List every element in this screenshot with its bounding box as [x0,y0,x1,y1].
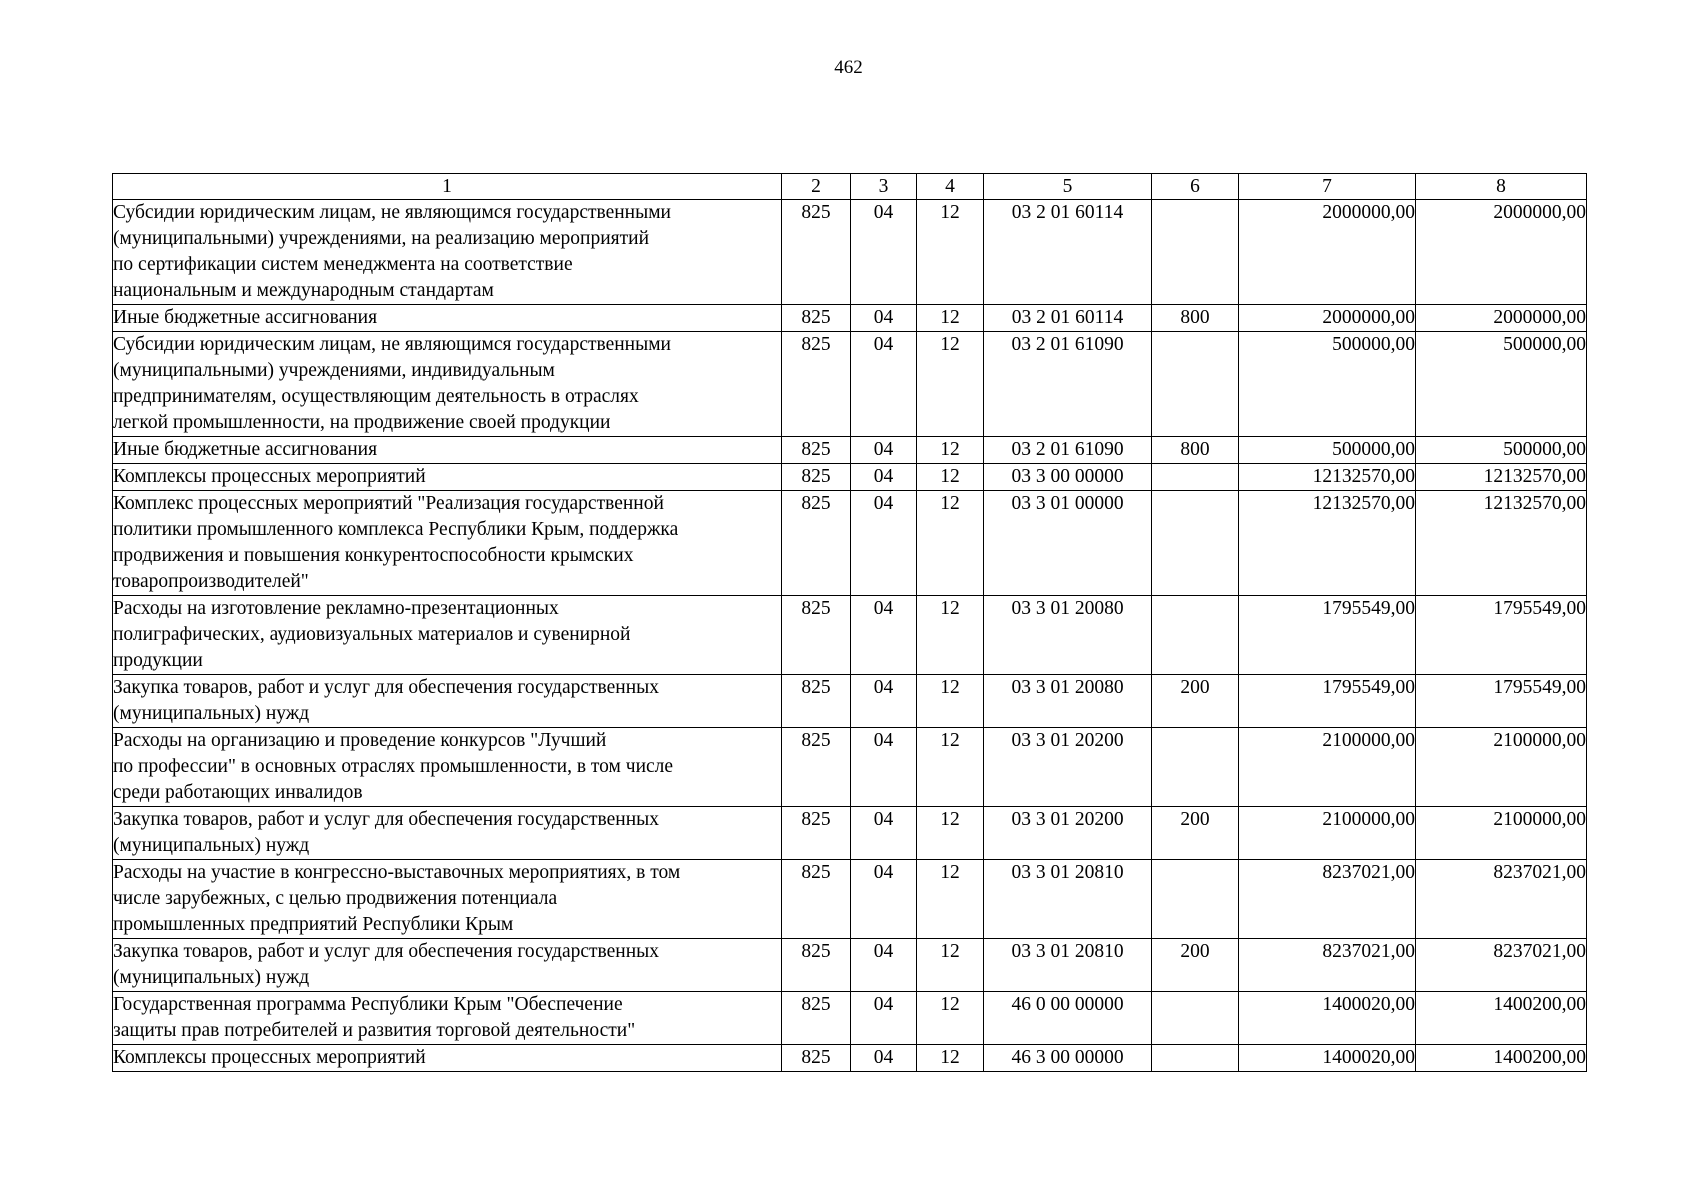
row-subsection-code: 12 [917,305,984,332]
row-grbs-code: 825 [782,728,851,807]
row-target-code: 03 3 01 20080 [984,596,1152,675]
row-amount-col-7: 1795549,00 [1239,596,1416,675]
row-target-code: 03 2 01 61090 [984,332,1152,437]
row-expense-type-code [1152,596,1239,675]
row-name: Государственная программа Республики Крым "Обеспечение защиты прав потребителей и развития торговой деятельности" [113,992,782,1045]
header-row [113,174,1587,200]
row-grbs-code: 825 [782,464,851,491]
row-name: Закупка товаров, работ и услуг для обеспечения государственных (муниципальных) нужд [113,939,782,992]
table-row [113,939,1587,992]
row-expense-type-code [1152,860,1239,939]
row-name: Комплексы процессных мероприятий [113,1045,782,1072]
header-col-7: 7 [1239,174,1416,200]
header-col-8: 8 [1416,174,1587,200]
row-target-code: 03 3 01 20200 [984,728,1152,807]
row-amount-col-8: 2100000,00 [1416,807,1587,860]
row-section-code: 04 [851,491,917,596]
row-name: Иные бюджетные ассигнования [113,437,782,464]
row-section-code: 04 [851,728,917,807]
row-amount-col-7: 2100000,00 [1239,728,1416,807]
table-row [113,305,1587,332]
row-expense-type-code: 200 [1152,939,1239,992]
row-grbs-code: 825 [782,305,851,332]
row-amount-col-8: 500000,00 [1416,437,1587,464]
row-expense-type-code: 200 [1152,807,1239,860]
row-amount-col-7: 2100000,00 [1239,807,1416,860]
table-row [113,1045,1587,1072]
row-grbs-code: 825 [782,860,851,939]
row-amount-col-8: 12132570,00 [1416,464,1587,491]
row-amount-col-7: 8237021,00 [1239,939,1416,992]
row-grbs-code: 825 [782,807,851,860]
row-section-code: 04 [851,464,917,491]
row-grbs-code: 825 [782,992,851,1045]
row-section-code: 04 [851,675,917,728]
row-target-code: 46 3 00 00000 [984,1045,1152,1072]
row-section-code: 04 [851,305,917,332]
row-amount-col-7: 1400020,00 [1239,992,1416,1045]
table-row [113,200,1587,305]
row-amount-col-7: 1795549,00 [1239,675,1416,728]
row-amount-col-7: 500000,00 [1239,332,1416,437]
table-row [113,860,1587,939]
row-grbs-code: 825 [782,200,851,305]
row-name: Комплекс процессных мероприятий "Реализация государственной политики промышленного комплекса Республики Крым, поддержка продвижения и повышения конкурентоспособности крымских товаропроизводителей" [113,491,782,596]
row-section-code: 04 [851,437,917,464]
table-row [113,491,1587,596]
row-amount-col-7: 2000000,00 [1239,200,1416,305]
row-amount-col-7: 8237021,00 [1239,860,1416,939]
row-expense-type-code [1152,200,1239,305]
row-target-code: 03 3 01 20810 [984,860,1152,939]
row-expense-type-code: 200 [1152,675,1239,728]
table-body [113,200,1587,1072]
row-amount-col-8: 12132570,00 [1416,491,1587,596]
row-subsection-code: 12 [917,464,984,491]
table-row [113,437,1587,464]
budget-table [112,173,1587,1072]
row-section-code: 04 [851,1045,917,1072]
row-grbs-code: 825 [782,675,851,728]
table-row [113,332,1587,437]
row-amount-col-7: 12132570,00 [1239,464,1416,491]
row-expense-type-code [1152,992,1239,1045]
row-grbs-code: 825 [782,939,851,992]
row-subsection-code: 12 [917,596,984,675]
row-amount-col-8: 8237021,00 [1416,860,1587,939]
row-amount-col-8: 8237021,00 [1416,939,1587,992]
row-subsection-code: 12 [917,675,984,728]
row-name: Расходы на организацию и проведение конкурсов "Лучший по профессии" в основных отраслях промышленности, в том числе среди работающих инвалидов [113,728,782,807]
row-amount-col-8: 1400200,00 [1416,1045,1587,1072]
row-section-code: 04 [851,992,917,1045]
header-col-4: 4 [917,174,984,200]
table-row [113,992,1587,1045]
row-subsection-code: 12 [917,807,984,860]
header-col-6: 6 [1152,174,1239,200]
row-subsection-code: 12 [917,939,984,992]
row-subsection-code: 12 [917,860,984,939]
row-amount-col-8: 2000000,00 [1416,200,1587,305]
row-name: Закупка товаров, работ и услуг для обеспечения государственных (муниципальных) нужд [113,675,782,728]
header-col-1: 1 [113,174,782,200]
header-col-2: 2 [782,174,851,200]
row-grbs-code: 825 [782,437,851,464]
row-target-code: 46 0 00 00000 [984,992,1152,1045]
header-col-3: 3 [851,174,917,200]
row-name: Расходы на участие в конгрессно-выставочных мероприятиях, в том числе зарубежных, с целью продвижения потенциала промышленных предприятий Республики Крым [113,860,782,939]
row-subsection-code: 12 [917,332,984,437]
table-header [113,174,1587,200]
row-target-code: 03 3 01 20080 [984,675,1152,728]
row-expense-type-code: 800 [1152,437,1239,464]
row-name: Субсидии юридическим лицам, не являющимся государственными (муниципальными) учреждениями, на реализацию мероприятий по сертификации систем менеджмента на соответствие национальным и международным стандартам [113,200,782,305]
row-amount-col-8: 500000,00 [1416,332,1587,437]
row-amount-col-7: 500000,00 [1239,437,1416,464]
page-number: 462 [834,57,863,78]
row-name: Комплексы процессных мероприятий [113,464,782,491]
row-section-code: 04 [851,596,917,675]
row-amount-col-7: 12132570,00 [1239,491,1416,596]
row-amount-col-8: 2100000,00 [1416,728,1587,807]
row-amount-col-7: 1400020,00 [1239,1045,1416,1072]
row-amount-col-8: 1795549,00 [1416,596,1587,675]
row-name: Субсидии юридическим лицам, не являющимся государственными (муниципальными) учреждениями, индивидуальным предпринимателям, осуществляющим деятельность в отраслях легкой промышленности, на продвижение своей продукции [113,332,782,437]
row-name: Закупка товаров, работ и услуг для обеспечения государственных (муниципальных) нужд [113,807,782,860]
row-section-code: 04 [851,939,917,992]
table-row [113,728,1587,807]
row-target-code: 03 3 00 00000 [984,464,1152,491]
row-expense-type-code [1152,491,1239,596]
row-expense-type-code [1152,332,1239,437]
row-target-code: 03 3 01 20810 [984,939,1152,992]
row-amount-col-7: 2000000,00 [1239,305,1416,332]
row-target-code: 03 2 01 60114 [984,305,1152,332]
table-row [113,596,1587,675]
row-section-code: 04 [851,807,917,860]
row-name: Расходы на изготовление рекламно-презентационных полиграфических, аудиовизуальных материалов и сувенирной продукции [113,596,782,675]
row-target-code: 03 3 01 00000 [984,491,1152,596]
row-target-code: 03 2 01 61090 [984,437,1152,464]
row-grbs-code: 825 [782,332,851,437]
row-amount-col-8: 1795549,00 [1416,675,1587,728]
row-section-code: 04 [851,860,917,939]
row-grbs-code: 825 [782,596,851,675]
table-row [113,807,1587,860]
row-name: Иные бюджетные ассигнования [113,305,782,332]
table-row [113,464,1587,491]
row-subsection-code: 12 [917,728,984,807]
row-subsection-code: 12 [917,200,984,305]
row-expense-type-code: 800 [1152,305,1239,332]
row-subsection-code: 12 [917,992,984,1045]
row-expense-type-code [1152,728,1239,807]
row-section-code: 04 [851,200,917,305]
row-target-code: 03 2 01 60114 [984,200,1152,305]
row-subsection-code: 12 [917,1045,984,1072]
row-amount-col-8: 1400200,00 [1416,992,1587,1045]
row-section-code: 04 [851,332,917,437]
row-expense-type-code [1152,1045,1239,1072]
row-amount-col-8: 2000000,00 [1416,305,1587,332]
row-subsection-code: 12 [917,437,984,464]
header-col-5: 5 [984,174,1152,200]
row-subsection-code: 12 [917,491,984,596]
row-grbs-code: 825 [782,491,851,596]
row-expense-type-code [1152,464,1239,491]
row-grbs-code: 825 [782,1045,851,1072]
table-row [113,675,1587,728]
row-target-code: 03 3 01 20200 [984,807,1152,860]
